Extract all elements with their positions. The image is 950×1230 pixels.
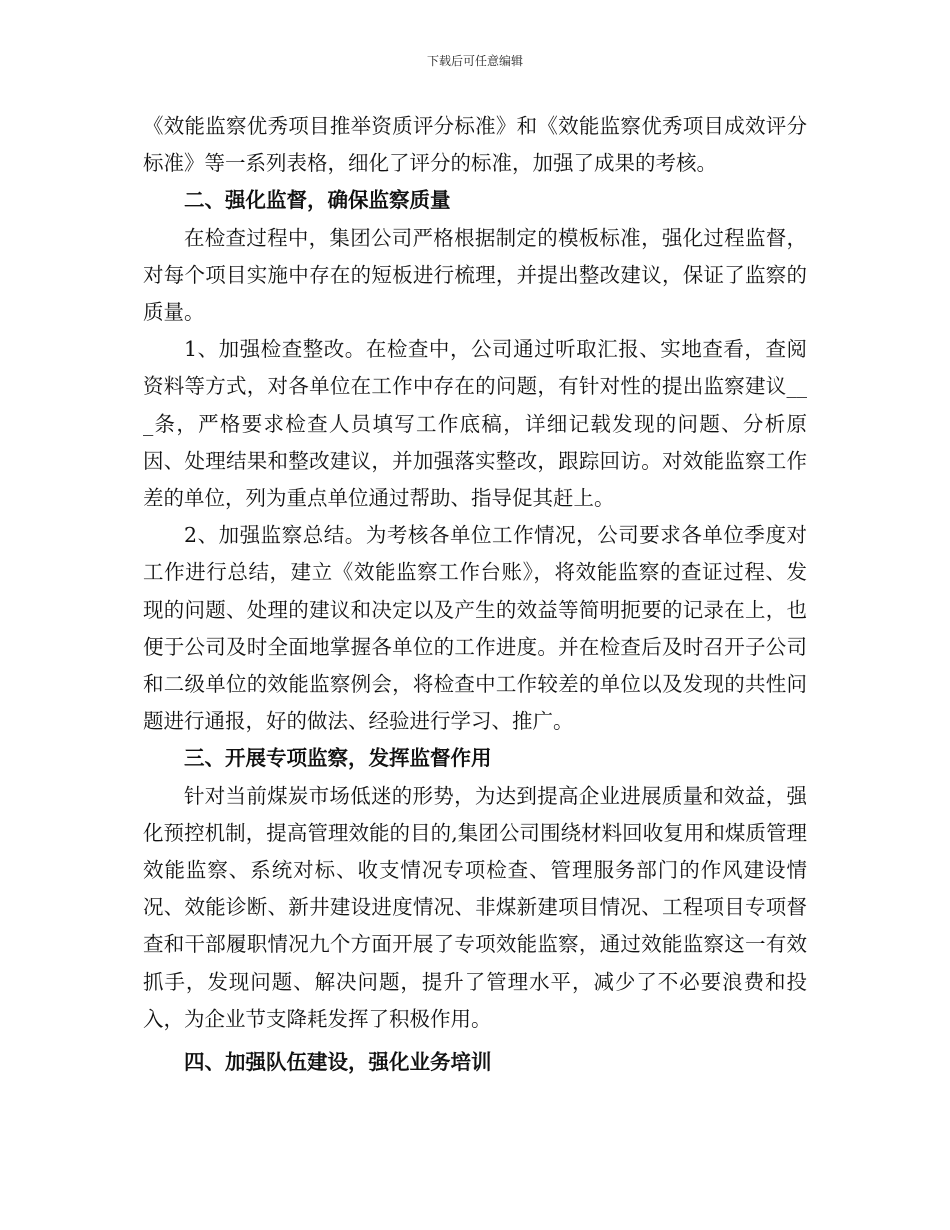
paragraph-inspection-process: 在检查过程中，集团公司严格根据制定的模板标准，强化过程监督，对每个项目实施中存在的短板进行梳理，并提出整改建议，保证了监察的质量。 bbox=[143, 225, 807, 325]
document-body bbox=[143, 108, 807, 1081]
page-header: 下载后可任意编辑 bbox=[426, 54, 523, 68]
heading-section-two: 二、强化监督，确保监察质量 bbox=[184, 188, 451, 213]
paragraph-special-supervision: 针对当前煤炭市场低迷的形势，为达到提高企业进展质量和效益，强化预控机制，提高管理效能的目的,集团公司围绕材料回收复用和煤质管理效能监察、系统对标、收支情况专项检查、管理服务部门的作风建设情况、效能诊断、新井建设进度情况、非煤新建项目情况、工程项目专项督查和干部履职情况九个方面开展了专项效能监察，通过效能监察这一有效抓手，发现问题、解决问题，提升了管理水平，减少了不必要浪费和投入，为企业节支降耗发挥了积极作用。 bbox=[143, 783, 807, 1031]
heading-section-four: 四、加强队伍建设，强化业务培训 bbox=[184, 1050, 492, 1075]
paragraph-inspection-rectification: 1、加强检查整改。在检查中，公司通过听取汇报、实地查看，查阅资料等方式，对各单位在工作中存在的问题，有针对性的提出监察建议___条，严格要求检查人员填写工作底稿，详细记载发现的问题、分析原因、处理结果和整改建议，并加强落实整改，跟踪回访。对效能监察工作差的单位，列为重点单位通过帮助、指导促其赶上。 bbox=[143, 337, 807, 511]
heading-section-three: 三、开展专项监察，发挥监督作用 bbox=[184, 746, 492, 771]
paragraph-supervision-summary: 2、加强监察总结。为考核各单位工作情况，公司要求各单位季度对工作进行总结，建立《效能监察工作台账》，将效能监察的查证过程、发现的问题、处理的建议和决定以及产生的效益等简明扼要的记录在上，也便于公司及时全面地掌握各单位的工作进度。并在检查后及时召开子公司和二级单位的效能监察例会，将检查中工作较差的单位以及发现的共性问题进行通报，好的做法、经验进行学习、推广。 bbox=[143, 523, 807, 734]
paragraph-scoring-standards: 《效能监察优秀项目推举资质评分标准》和《效能监察优秀项目成效评分标准》等一系列表格，细化了评分的标准，加强了成果的考核。 bbox=[143, 114, 807, 176]
